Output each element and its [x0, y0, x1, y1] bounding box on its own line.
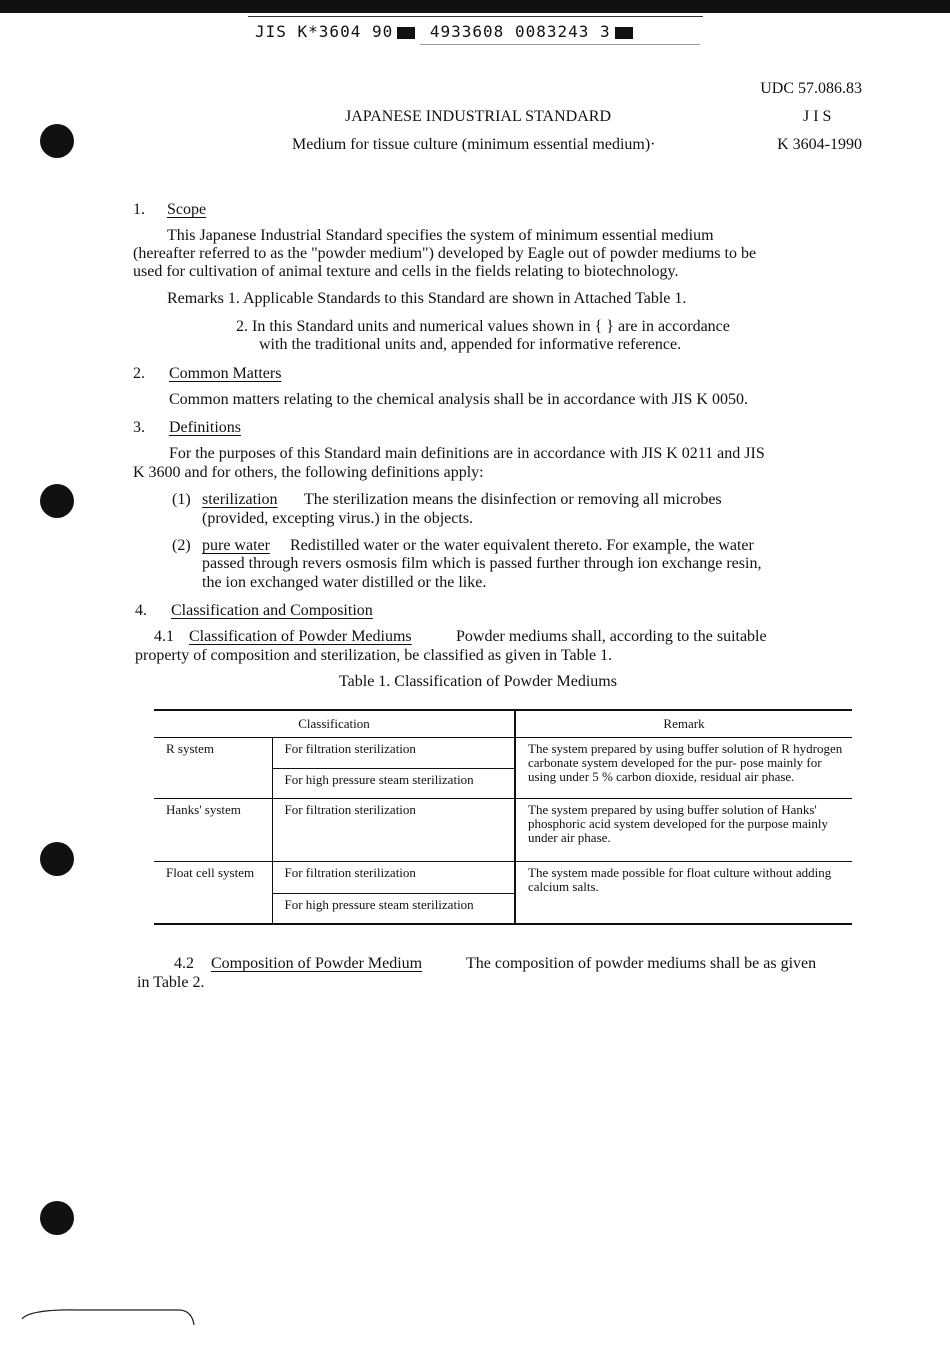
section-2-number: 2. — [133, 365, 145, 382]
section-4-number: 4. — [135, 602, 147, 619]
section-1-heading: Scope — [167, 201, 207, 218]
table-caption: Table 1. Classification of Powder Mediums — [339, 673, 617, 690]
definition-2-text-cont: the ion exchanged water distilled or the like. — [202, 574, 487, 591]
definition-2-term: pure water — [202, 537, 270, 554]
sterilization-type: For filtration sterilization — [272, 799, 515, 862]
table-row — [154, 799, 852, 862]
section-4-2-text-cont: in Table 2. — [137, 974, 205, 991]
definition-2-number: (2) — [172, 537, 191, 554]
standard-name: JAPANESE INDUSTRIAL STANDARD — [345, 108, 611, 125]
section-3-line: For the purposes of this Standard main definitions are in accordance with JIS K 0211 and JIS — [169, 445, 765, 462]
definition-1-number: (1) — [172, 491, 191, 508]
section-1-line: (hereafter referred to as the "powder medium") developed by Eagle out of powder mediums to be — [133, 245, 757, 262]
udc-number: UDC 57.086.83 — [760, 80, 862, 97]
classification-table — [154, 709, 852, 925]
sterilization-type: For filtration sterilization — [272, 738, 515, 769]
section-4-2-text: The composition of powder mediums shall be as given — [466, 955, 817, 972]
header-rule-lower — [420, 44, 700, 45]
binder-hole — [40, 484, 74, 518]
standard-number: K 3604-1990 — [777, 136, 862, 153]
system-name: Hanks' system — [154, 799, 272, 862]
table-header-remark: Remark — [515, 710, 852, 738]
remark-text: The system prepared by using buffer solution of R hydrogen carbonate system developed for the pur- pose mainly for using under 5 % carbon dioxide, residual air phase. — [515, 738, 852, 799]
table-row — [154, 862, 852, 894]
section-4-1-number: 4.1 — [154, 628, 174, 645]
remark-2-cont: with the traditional units and, appended for informative reference. — [259, 336, 682, 353]
remark-2: 2. In this Standard units and numerical values shown in { } are in accordance — [236, 318, 730, 335]
definition-1-text: The sterilization means the disinfection or removing all microbes — [304, 491, 722, 508]
section-3-heading: Definitions — [169, 419, 241, 436]
definition-2-text: Redistilled water or the water equivalent thereto. For example, the water — [290, 537, 754, 554]
section-2-text: Common matters relating to the chemical analysis shall be in accordance with JIS K 0050. — [169, 391, 748, 408]
section-4-2-number: 4.2 — [174, 955, 194, 972]
system-name: Float cell system — [154, 862, 272, 925]
section-3-line: K 3600 and for others, the following definitions apply: — [133, 464, 484, 481]
scan-top-border — [0, 0, 950, 13]
header-code-left: JIS K*3604 90 — [255, 22, 394, 41]
redaction-block — [397, 27, 415, 39]
section-3-number: 3. — [133, 419, 145, 436]
section-4-1-heading: Classification of Powder Mediums — [189, 628, 412, 645]
scan-artifact-curve — [20, 1305, 195, 1327]
section-1-number: 1. — [133, 201, 145, 218]
definition-2-text-cont: passed through revers osmosis film which is passed further through ion exchange resin, — [202, 555, 762, 572]
table-row — [154, 738, 852, 769]
jis-label: J I S — [803, 108, 832, 125]
section-4-2-heading: Composition of Powder Medium — [211, 955, 423, 972]
definition-1-text-cont: (provided, excepting virus.) in the objects. — [202, 510, 474, 527]
section-1-line: This Japanese Industrial Standard specifies the system of minimum essential medium — [167, 227, 714, 244]
remark-text: The system made possible for float culture without adding calcium salts. — [515, 862, 852, 925]
section-2-heading: Common Matters — [169, 365, 282, 382]
redaction-block — [615, 27, 633, 39]
section-4-1-text: Powder mediums shall, according to the suitable — [456, 628, 767, 645]
header-code-right: 4933608 0083243 3 — [429, 22, 611, 41]
definition-1-term: sterilization — [202, 491, 278, 508]
section-1-line: used for cultivation of animal texture and cells in the fields relating to biotechnology. — [133, 263, 679, 280]
sterilization-type: For high pressure steam sterilization — [272, 894, 515, 925]
header-code — [255, 22, 637, 41]
remark-1: Remarks 1. Applicable Standards to this Standard are shown in Attached Table 1. — [167, 290, 687, 307]
binder-hole — [40, 1201, 74, 1235]
remark-text: The system prepared by using buffer solution of Hanks' phosphoric acid system developed for the purpose mainly under air phase. — [515, 799, 852, 862]
binder-hole — [40, 842, 74, 876]
sterilization-type: For filtration sterilization — [272, 862, 515, 894]
sterilization-type: For high pressure steam sterilization — [272, 769, 515, 799]
system-name: R system — [154, 738, 272, 799]
document-title: Medium for tissue culture (minimum essential medium)· — [292, 136, 656, 153]
header-rule — [248, 16, 703, 17]
table-header-classification: Classification — [154, 710, 515, 738]
section-4-heading: Classification and Composition — [171, 602, 373, 619]
binder-hole — [40, 124, 74, 158]
section-4-1-text-cont: property of composition and sterilization, be classified as given in Table 1. — [135, 647, 613, 664]
